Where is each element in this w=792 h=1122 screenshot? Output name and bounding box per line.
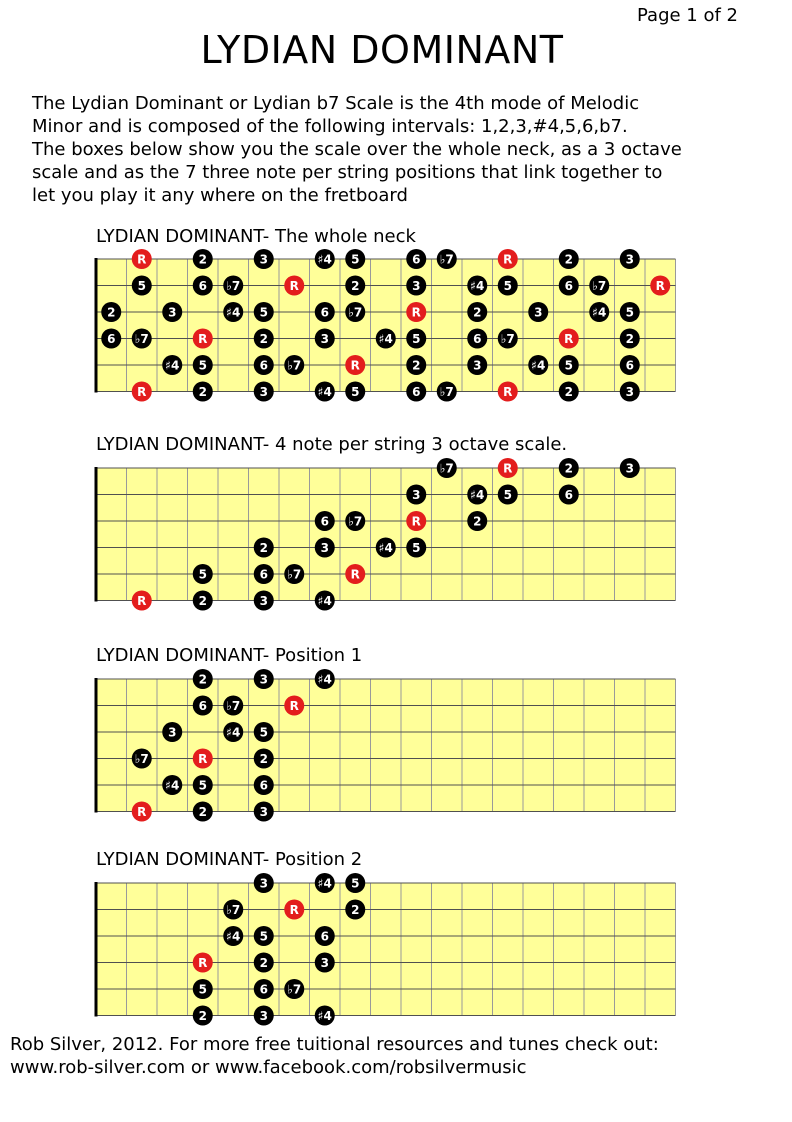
note-marker xyxy=(498,485,518,505)
note-marker xyxy=(132,591,152,611)
note-label: 2 xyxy=(198,385,207,399)
note-label: 5 xyxy=(198,982,207,997)
note-marker xyxy=(345,900,365,920)
note-marker xyxy=(254,382,274,402)
footer-line: Rob Silver, 2012. For more free tuitional resources and tunes check out: xyxy=(10,1034,659,1055)
diagram-title-position-1: LYDIAN DOMINANT- Position 1 xyxy=(96,645,363,666)
note-marker xyxy=(498,458,518,478)
note-label: 3 xyxy=(625,385,634,399)
note-marker xyxy=(345,302,365,322)
note-label: ♭7 xyxy=(439,461,454,476)
note-marker xyxy=(620,329,640,349)
note-marker xyxy=(193,749,213,769)
note-marker xyxy=(315,873,335,893)
note-label: 5 xyxy=(198,358,207,373)
note-marker xyxy=(193,1006,213,1026)
note-marker xyxy=(254,355,274,375)
note-marker xyxy=(193,276,213,296)
note-marker xyxy=(620,458,640,478)
note-marker xyxy=(467,302,487,322)
note-marker xyxy=(498,276,518,296)
note-label: ♭7 xyxy=(134,752,149,766)
note-label: 3 xyxy=(259,805,268,819)
note-marker xyxy=(254,249,274,269)
note-marker xyxy=(254,538,274,558)
note-label: 3 xyxy=(473,358,482,373)
note-marker xyxy=(193,329,213,349)
note-label: R xyxy=(350,567,360,582)
note-label: 3 xyxy=(259,252,268,267)
note-label: 6 xyxy=(259,778,268,793)
note-marker xyxy=(162,775,182,795)
note-label: 3 xyxy=(259,594,268,608)
note-marker xyxy=(132,249,152,269)
note-marker xyxy=(254,873,274,893)
note-marker xyxy=(254,669,274,689)
note-label: ♯4 xyxy=(470,488,485,502)
note-marker xyxy=(345,564,365,584)
note-marker xyxy=(315,926,335,946)
note-label: R xyxy=(503,385,513,399)
note-marker xyxy=(223,722,243,742)
note-label: R xyxy=(137,805,147,819)
footer-line: www.rob-silver.com or www.facebook.com/robsilvermusic xyxy=(10,1057,527,1078)
note-label: R xyxy=(411,514,421,529)
note-label: ♯4 xyxy=(378,332,393,346)
fretboard-background xyxy=(96,679,676,812)
note-label: 6 xyxy=(412,252,421,267)
note-marker xyxy=(132,382,152,402)
note-label: R xyxy=(411,305,421,320)
fretboard-background xyxy=(96,468,676,601)
note-label: R xyxy=(564,332,574,346)
note-label: 2 xyxy=(198,805,207,819)
note-label: 5 xyxy=(503,488,512,502)
note-label: 3 xyxy=(259,672,268,687)
note-marker xyxy=(223,926,243,946)
fretboard-position-2 xyxy=(0,870,792,1030)
note-marker xyxy=(467,511,487,531)
note-label: ♯4 xyxy=(317,672,332,687)
note-label: 6 xyxy=(259,358,268,373)
note-marker xyxy=(437,382,457,402)
note-marker xyxy=(223,302,243,322)
note-marker xyxy=(376,329,396,349)
note-label: 5 xyxy=(351,385,360,399)
note-label: ♯4 xyxy=(226,305,241,320)
note-marker xyxy=(406,249,426,269)
note-marker xyxy=(162,722,182,742)
note-marker xyxy=(315,538,335,558)
note-label: ♯4 xyxy=(378,541,393,555)
note-marker xyxy=(315,329,335,349)
note-label: ♯4 xyxy=(165,778,180,793)
note-label: 3 xyxy=(320,956,329,970)
fretboard-three-octave xyxy=(0,455,792,615)
note-marker xyxy=(620,355,640,375)
note-label: R xyxy=(503,461,513,476)
note-marker xyxy=(223,276,243,296)
note-label: 2 xyxy=(351,903,360,917)
note-marker xyxy=(193,564,213,584)
note-label: 6 xyxy=(320,305,329,320)
note-marker xyxy=(254,722,274,742)
note-label: 5 xyxy=(503,279,512,293)
note-label: 6 xyxy=(625,358,634,373)
note-label: 5 xyxy=(137,279,146,293)
note-marker xyxy=(406,382,426,402)
note-label: 6 xyxy=(259,982,268,997)
note-label: 6 xyxy=(259,567,268,582)
note-label: 2 xyxy=(259,752,268,766)
note-label: ♯4 xyxy=(317,594,332,608)
note-marker xyxy=(559,329,579,349)
note-marker xyxy=(193,591,213,611)
note-marker xyxy=(284,979,304,999)
note-marker xyxy=(498,382,518,402)
note-marker xyxy=(406,276,426,296)
note-marker xyxy=(345,382,365,402)
note-marker xyxy=(193,953,213,973)
note-marker xyxy=(559,249,579,269)
note-label: ♯4 xyxy=(317,1009,332,1023)
note-marker xyxy=(650,276,670,296)
note-label: ♭7 xyxy=(287,358,302,373)
diagram-title-position-2: LYDIAN DOMINANT- Position 2 xyxy=(96,849,363,870)
note-marker xyxy=(345,249,365,269)
note-label: R xyxy=(655,279,665,293)
note-label: 5 xyxy=(412,541,421,555)
note-marker xyxy=(620,249,640,269)
note-label: ♭7 xyxy=(287,567,302,582)
intro-paragraph xyxy=(32,92,772,207)
note-marker xyxy=(467,276,487,296)
note-label: 6 xyxy=(564,279,573,293)
note-label: 6 xyxy=(320,929,329,944)
note-label: 3 xyxy=(534,305,543,320)
note-marker xyxy=(467,355,487,375)
note-marker xyxy=(345,355,365,375)
note-marker xyxy=(162,302,182,322)
note-label: 2 xyxy=(198,1009,207,1023)
note-marker xyxy=(498,249,518,269)
note-marker xyxy=(284,900,304,920)
note-marker xyxy=(254,1006,274,1026)
note-label: 2 xyxy=(412,358,421,373)
note-label: ♯4 xyxy=(317,876,332,891)
note-label: 6 xyxy=(564,488,573,502)
note-label: 2 xyxy=(564,252,573,267)
note-label: 6 xyxy=(473,332,482,346)
note-label: 2 xyxy=(259,332,268,346)
note-marker xyxy=(437,249,457,269)
note-label: 2 xyxy=(564,385,573,399)
fretboard-position-1 xyxy=(0,666,792,826)
note-label: R xyxy=(137,252,147,267)
fretboard-background xyxy=(96,883,676,1016)
note-label: 3 xyxy=(412,488,421,502)
note-label: 2 xyxy=(198,252,207,267)
intro-line: The boxes below show you the scale over the whole neck, as a 3 octave xyxy=(32,139,682,160)
note-marker xyxy=(528,355,548,375)
note-marker xyxy=(193,669,213,689)
note-label: R xyxy=(198,956,208,970)
note-label: 3 xyxy=(625,252,634,267)
note-label: 2 xyxy=(473,514,482,529)
note-label: ♭7 xyxy=(348,305,363,320)
note-marker xyxy=(284,276,304,296)
note-label: ♯4 xyxy=(470,279,485,293)
note-marker xyxy=(315,591,335,611)
note-label: 2 xyxy=(107,305,116,320)
note-label: ♭7 xyxy=(500,332,515,346)
note-marker xyxy=(406,329,426,349)
note-marker xyxy=(528,302,548,322)
note-marker xyxy=(467,485,487,505)
note-marker xyxy=(315,1006,335,1026)
note-marker xyxy=(498,329,518,349)
note-label: ♯4 xyxy=(165,358,180,373)
note-marker xyxy=(193,382,213,402)
note-label: 3 xyxy=(168,305,177,320)
note-marker xyxy=(254,926,274,946)
note-marker xyxy=(193,802,213,822)
note-label: ♭7 xyxy=(439,252,454,267)
note-label: ♯4 xyxy=(531,358,546,373)
note-marker xyxy=(101,302,121,322)
note-label: 3 xyxy=(412,279,421,293)
note-label: 3 xyxy=(259,1009,268,1023)
note-label: 2 xyxy=(198,672,207,687)
note-marker xyxy=(315,382,335,402)
note-marker xyxy=(193,355,213,375)
note-label: R xyxy=(289,279,299,293)
note-label: 5 xyxy=(259,725,268,740)
note-label: 3 xyxy=(168,725,177,740)
note-marker xyxy=(315,511,335,531)
note-marker xyxy=(254,749,274,769)
note-marker xyxy=(315,669,335,689)
note-marker xyxy=(132,749,152,769)
note-marker xyxy=(437,458,457,478)
footer-credits xyxy=(10,1033,659,1079)
note-label: ♭7 xyxy=(439,385,454,399)
note-marker xyxy=(193,775,213,795)
note-marker xyxy=(406,538,426,558)
intro-line: Minor and is composed of the following intervals: 1,2,3,#4,5,6,b7. xyxy=(32,116,628,137)
note-marker xyxy=(254,564,274,584)
note-label: 2 xyxy=(259,541,268,555)
note-label: ♭7 xyxy=(226,699,241,713)
note-label: 2 xyxy=(259,956,268,970)
note-label: ♭7 xyxy=(348,514,363,529)
note-marker xyxy=(223,900,243,920)
page-number: Page 1 of 2 xyxy=(637,5,738,26)
note-label: ♯4 xyxy=(226,725,241,740)
note-label: 5 xyxy=(351,252,360,267)
note-label: ♭7 xyxy=(226,279,241,293)
note-marker xyxy=(559,276,579,296)
note-label: ♭7 xyxy=(287,982,302,997)
note-marker xyxy=(223,696,243,716)
note-label: R xyxy=(289,903,299,917)
note-marker xyxy=(254,329,274,349)
note-marker xyxy=(406,485,426,505)
note-label: ♭7 xyxy=(134,332,149,346)
note-label: ♯4 xyxy=(226,929,241,944)
note-marker xyxy=(345,873,365,893)
note-label: 6 xyxy=(198,279,207,293)
note-marker xyxy=(254,802,274,822)
note-label: 5 xyxy=(259,929,268,944)
note-marker xyxy=(559,355,579,375)
note-marker xyxy=(345,276,365,296)
note-marker xyxy=(132,276,152,296)
note-label: ♯4 xyxy=(592,305,607,320)
note-marker xyxy=(315,249,335,269)
note-label: 6 xyxy=(107,332,116,346)
note-marker xyxy=(315,302,335,322)
note-label: 5 xyxy=(198,778,207,793)
note-label: 2 xyxy=(351,279,360,293)
intro-line: scale and as the 7 three note per string positions that link together to xyxy=(32,162,663,183)
fretboard-background xyxy=(96,259,676,392)
note-label: ♭7 xyxy=(592,279,607,293)
note-marker xyxy=(284,696,304,716)
note-label: R xyxy=(198,332,208,346)
note-label: ♭7 xyxy=(226,903,241,917)
note-marker xyxy=(376,538,396,558)
note-label: 5 xyxy=(625,305,634,320)
note-marker xyxy=(589,302,609,322)
note-label: 5 xyxy=(351,876,360,891)
note-marker xyxy=(284,355,304,375)
note-marker xyxy=(254,775,274,795)
note-marker xyxy=(254,591,274,611)
note-label: 5 xyxy=(259,305,268,320)
note-marker xyxy=(193,696,213,716)
intro-line: let you play it any where on the fretboard xyxy=(32,185,408,206)
note-label: 5 xyxy=(412,332,421,346)
note-marker xyxy=(406,355,426,375)
note-marker xyxy=(284,564,304,584)
note-marker xyxy=(254,302,274,322)
note-marker xyxy=(101,329,121,349)
note-label: 6 xyxy=(320,514,329,529)
note-label: 6 xyxy=(198,699,207,713)
page-title: LYDIAN DOMINANT xyxy=(200,28,564,72)
note-label: ♯4 xyxy=(317,252,332,267)
note-marker xyxy=(193,979,213,999)
note-label: 2 xyxy=(473,305,482,320)
note-marker xyxy=(620,302,640,322)
note-marker xyxy=(559,458,579,478)
note-marker xyxy=(315,953,335,973)
note-label: 5 xyxy=(564,358,573,373)
note-marker xyxy=(406,511,426,531)
note-label: ♯4 xyxy=(317,385,332,399)
note-label: R xyxy=(503,252,513,267)
note-label: 3 xyxy=(320,332,329,346)
note-label: R xyxy=(289,699,299,713)
diagram-title-whole-neck: LYDIAN DOMINANT- The whole neck xyxy=(96,226,416,247)
intro-line: The Lydian Dominant or Lydian b7 Scale is the 4th mode of Melodic xyxy=(32,93,640,114)
note-marker xyxy=(345,511,365,531)
note-label: R xyxy=(350,358,360,373)
note-label: 2 xyxy=(625,332,634,346)
note-marker xyxy=(406,302,426,322)
note-marker xyxy=(132,329,152,349)
note-label: 2 xyxy=(564,461,573,476)
note-label: 3 xyxy=(259,385,268,399)
note-label: 3 xyxy=(625,461,634,476)
note-label: R xyxy=(198,752,208,766)
note-marker xyxy=(620,382,640,402)
note-label: 3 xyxy=(259,876,268,891)
note-label: R xyxy=(137,594,147,608)
note-marker xyxy=(467,329,487,349)
note-label: 6 xyxy=(412,385,421,399)
note-marker xyxy=(254,979,274,999)
note-label: 2 xyxy=(198,594,207,608)
note-label: 5 xyxy=(198,567,207,582)
note-marker xyxy=(589,276,609,296)
note-label: 3 xyxy=(320,541,329,555)
note-marker xyxy=(132,802,152,822)
fretboard-whole-neck xyxy=(0,246,792,406)
note-marker xyxy=(559,485,579,505)
note-marker xyxy=(254,953,274,973)
note-marker xyxy=(162,355,182,375)
note-label: R xyxy=(137,385,147,399)
note-marker xyxy=(193,249,213,269)
diagram-title-three-octave: LYDIAN DOMINANT- 4 note per string 3 octave scale. xyxy=(96,434,568,455)
note-marker xyxy=(559,382,579,402)
